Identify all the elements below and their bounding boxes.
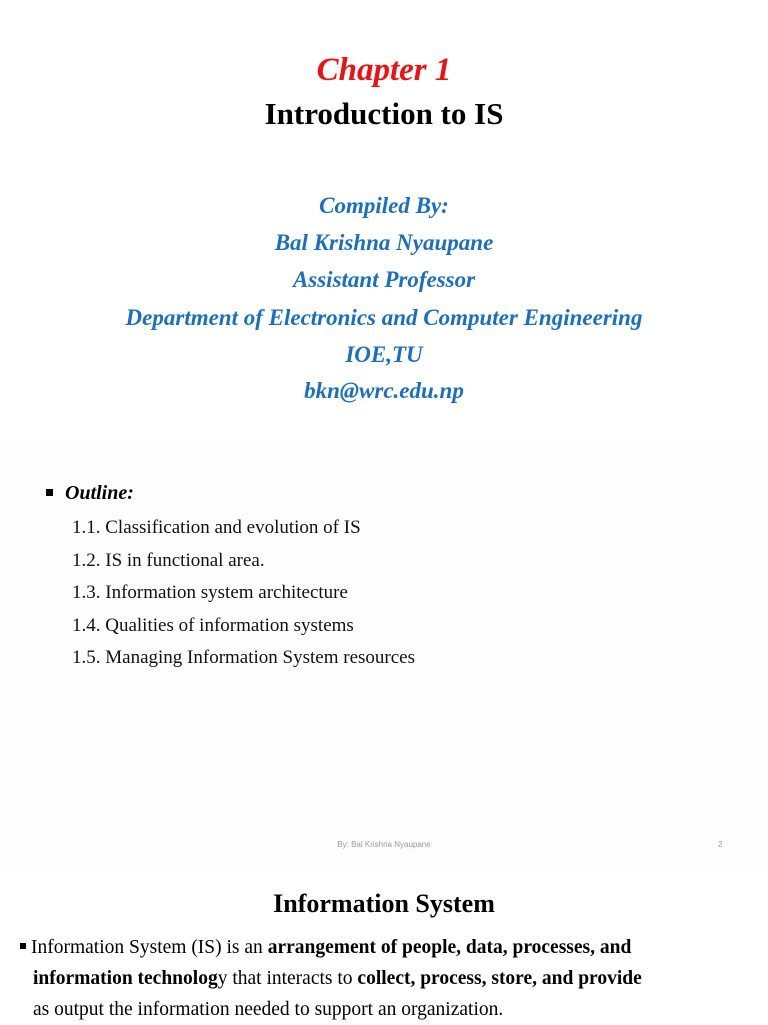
para-text: as output the information needed to support an organization. bbox=[33, 999, 504, 1020]
slide-title: Introduction to IS bbox=[264, 96, 504, 131]
para-bold-text: collect, process, store, and provide bbox=[357, 968, 642, 989]
institute-name: IOE,TU bbox=[345, 342, 423, 367]
author-email: bkn@wrc.edu.np bbox=[304, 378, 464, 403]
title-slide bbox=[0, 0, 768, 440]
information-system-slide bbox=[0, 868, 768, 1024]
outline-slide bbox=[0, 440, 768, 868]
department-name: Department of Electronics and Computer Engineering bbox=[125, 305, 643, 330]
square-bullet-icon bbox=[20, 943, 26, 949]
author-name: Bal Krishna Nyaupane bbox=[274, 230, 494, 255]
para-text: y that interacts to bbox=[217, 968, 358, 989]
para-bold-text: information technolog bbox=[33, 968, 218, 989]
outline-item: 1.4. Qualities of information systems bbox=[72, 614, 354, 636]
slide-footer-author: By: Bal Krishna Nyaupane bbox=[337, 840, 431, 849]
outline-heading bbox=[46, 482, 134, 505]
outline-list bbox=[72, 512, 415, 675]
square-bullet-icon bbox=[46, 489, 53, 496]
compiled-by-label: Compiled By: bbox=[319, 193, 449, 218]
para-text: Information System (IS) is an bbox=[31, 937, 268, 958]
slide-page-number: 2 bbox=[718, 840, 723, 849]
chapter-label: Chapter 1 bbox=[316, 52, 452, 88]
outline-item: 1.5. Managing Information System resources bbox=[72, 647, 415, 668]
definition-paragraph bbox=[20, 932, 750, 1025]
outline-item: 1.2. IS in functional area. bbox=[72, 549, 265, 571]
outline-label: Outline: bbox=[65, 482, 134, 504]
section-title: Information System bbox=[273, 889, 495, 918]
author-position: Assistant Professor bbox=[292, 267, 476, 292]
outline-item: 1.3. Information system architecture bbox=[72, 582, 348, 603]
outline-item: 1.1. Classification and evolution of IS bbox=[72, 517, 361, 538]
para-bold-text: arrangement of people, data, processes, and bbox=[267, 937, 632, 958]
